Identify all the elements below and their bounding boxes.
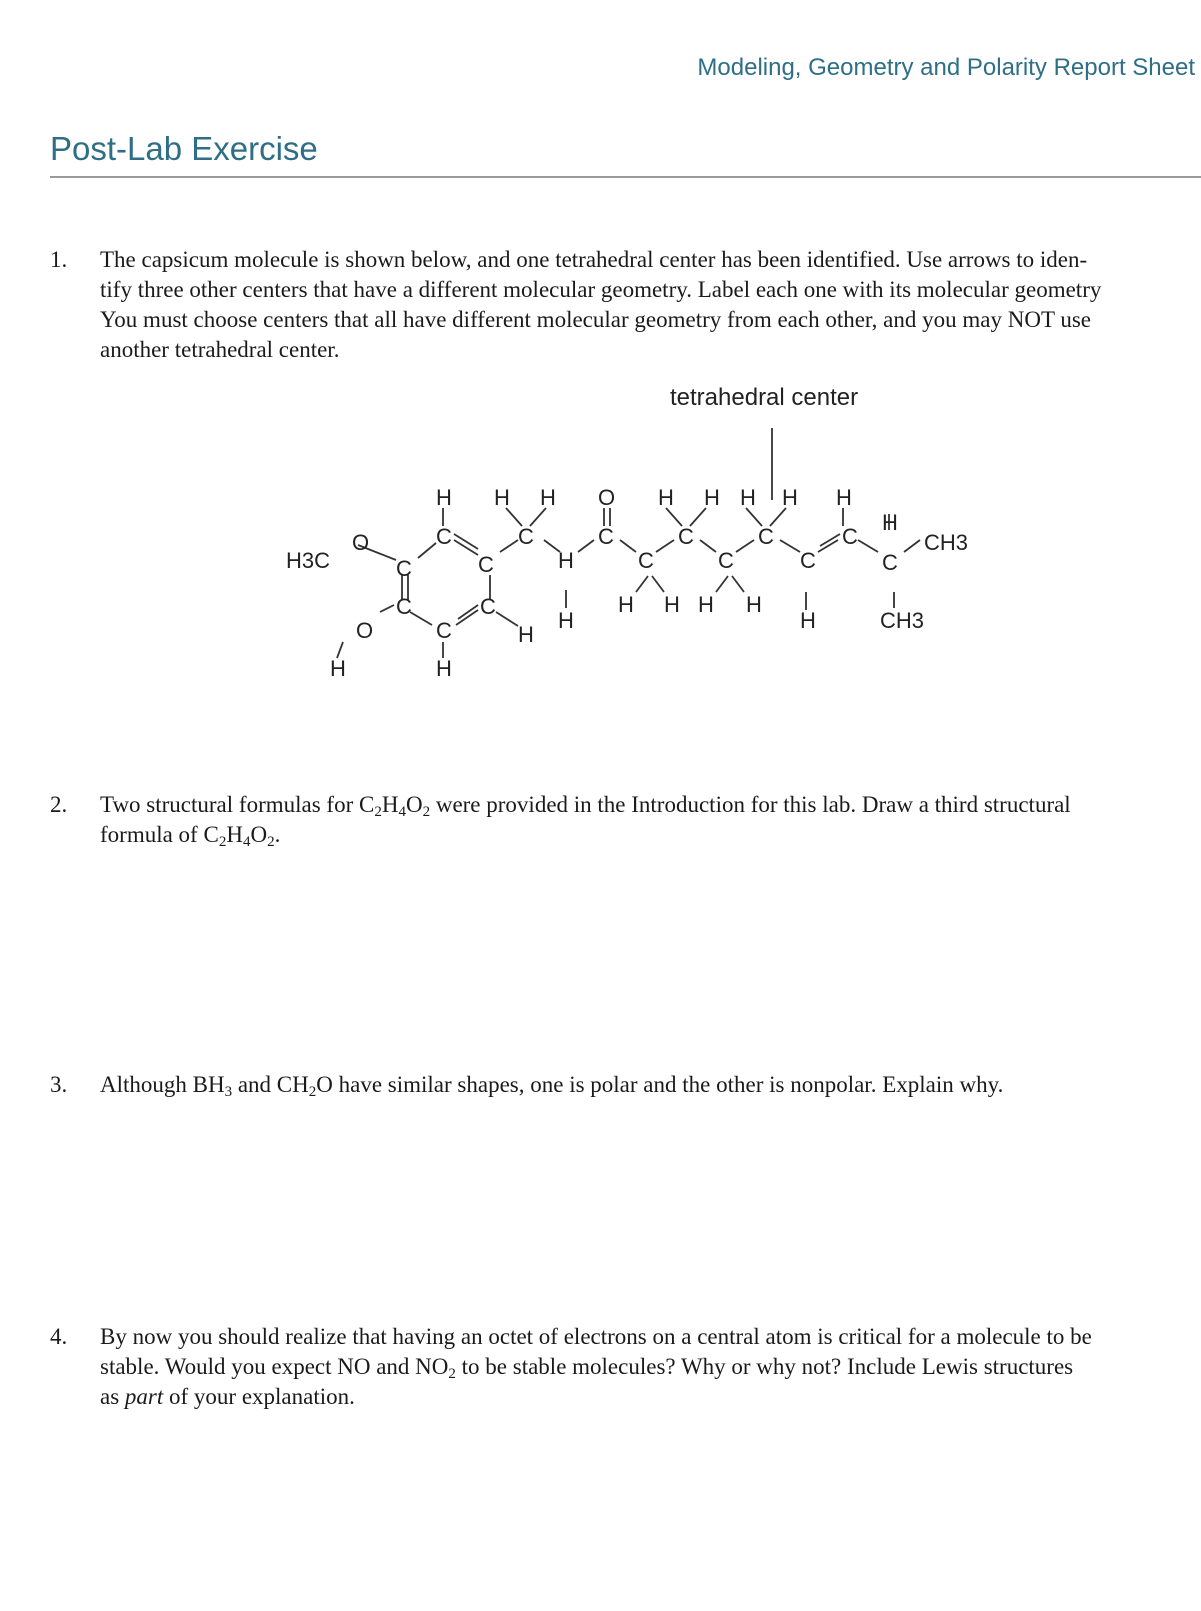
atom-label: H [664,592,680,617]
atom-label: C [718,548,734,573]
atom-label: H [330,656,346,681]
atom-label: O [352,530,370,555]
atom-label: H [882,510,898,535]
atom-label: H [518,622,534,647]
atom-label: H [704,485,720,510]
atom-label: C [518,524,534,549]
question-line: formula of $C_2H_4O_2$. [100,822,281,850]
atom-label: H [540,485,556,510]
atom-label: CH3 [924,530,969,555]
question-line: Two structural formulas for $C_2H_4O_2$ were provided in the Introduction for this lab. Draw a third structural [100,792,1071,820]
atom-label: H [740,485,756,510]
atom-label: C [480,594,496,619]
atom-label: C [758,524,774,549]
atom-label: H [800,608,816,633]
atom-label: H [618,592,634,617]
question-line: Although $BH_3$ and $CH_2O$ have similar shapes, one is polar and the other is nonpolar. Explain why. [100,1072,1004,1100]
atom-label: C [436,618,452,643]
question-1 [50,245,1201,365]
tetrahedral-center-label: tetrahedral center [670,384,859,411]
atom-label: C [678,524,694,549]
atom-label: O [598,485,616,510]
atom-label: C [598,524,614,549]
atom-label: H [436,485,452,510]
atom-label: O [356,618,374,643]
atom-label: H [698,592,714,617]
atom-label: CH3 [880,608,925,633]
question-number: 4. [50,1324,68,1349]
section-title: Post-Lab Exercise [50,130,318,167]
question-number: 2. [50,792,68,817]
question-2 [50,790,1201,850]
question-line: another tetrahedral center. [100,337,340,362]
atom-label: C [842,524,858,549]
question-line: tify three other centers that have a different molecular geometry. Label each one with its molecular geometry [100,277,1102,302]
question-3 [50,1070,1201,1100]
question-line: By now you should realize that having an octet of electrons on a central atom is critical for a molecule to be [100,1324,1092,1349]
question-line: You must choose centers that all have different molecular geometry from each other, and you may NOT use [100,307,1091,332]
atom-label: H [494,485,510,510]
atom-label: H [658,485,674,510]
atom-label: C [882,550,898,575]
capsicum-molecule-diagram [0,380,1201,710]
atom-label: C [800,548,816,573]
question-line: The capsicum molecule is shown below, and one tetrahedral center has been identified. Use arrows to iden- [100,247,1088,272]
question-line: stable. Would you expect NO and $NO_2$ to be stable molecules? Why or why not? Include Lewis structures [100,1354,1074,1382]
report-sheet-title: Modeling, Geometry and Polarity Report Sheet [697,54,1195,81]
title-divider [50,176,1201,178]
atom-label: C [396,594,412,619]
question-number: 1. [50,247,68,272]
atom-label: C [638,548,654,573]
atom-label: C [436,524,452,549]
atom-label: H [746,592,762,617]
atom-label: C [478,552,494,577]
atom-label: H3C [286,548,331,573]
question-4 [50,1322,1201,1412]
atom-label: H [436,656,452,681]
atom-label: H [782,485,798,510]
atom-label: H [558,608,574,633]
atom-label: H [836,485,852,510]
atom-label: C [396,556,412,581]
question-line: as part of your explanation. [100,1384,355,1409]
atom-label: H [558,548,574,573]
question-number: 3. [50,1072,68,1097]
